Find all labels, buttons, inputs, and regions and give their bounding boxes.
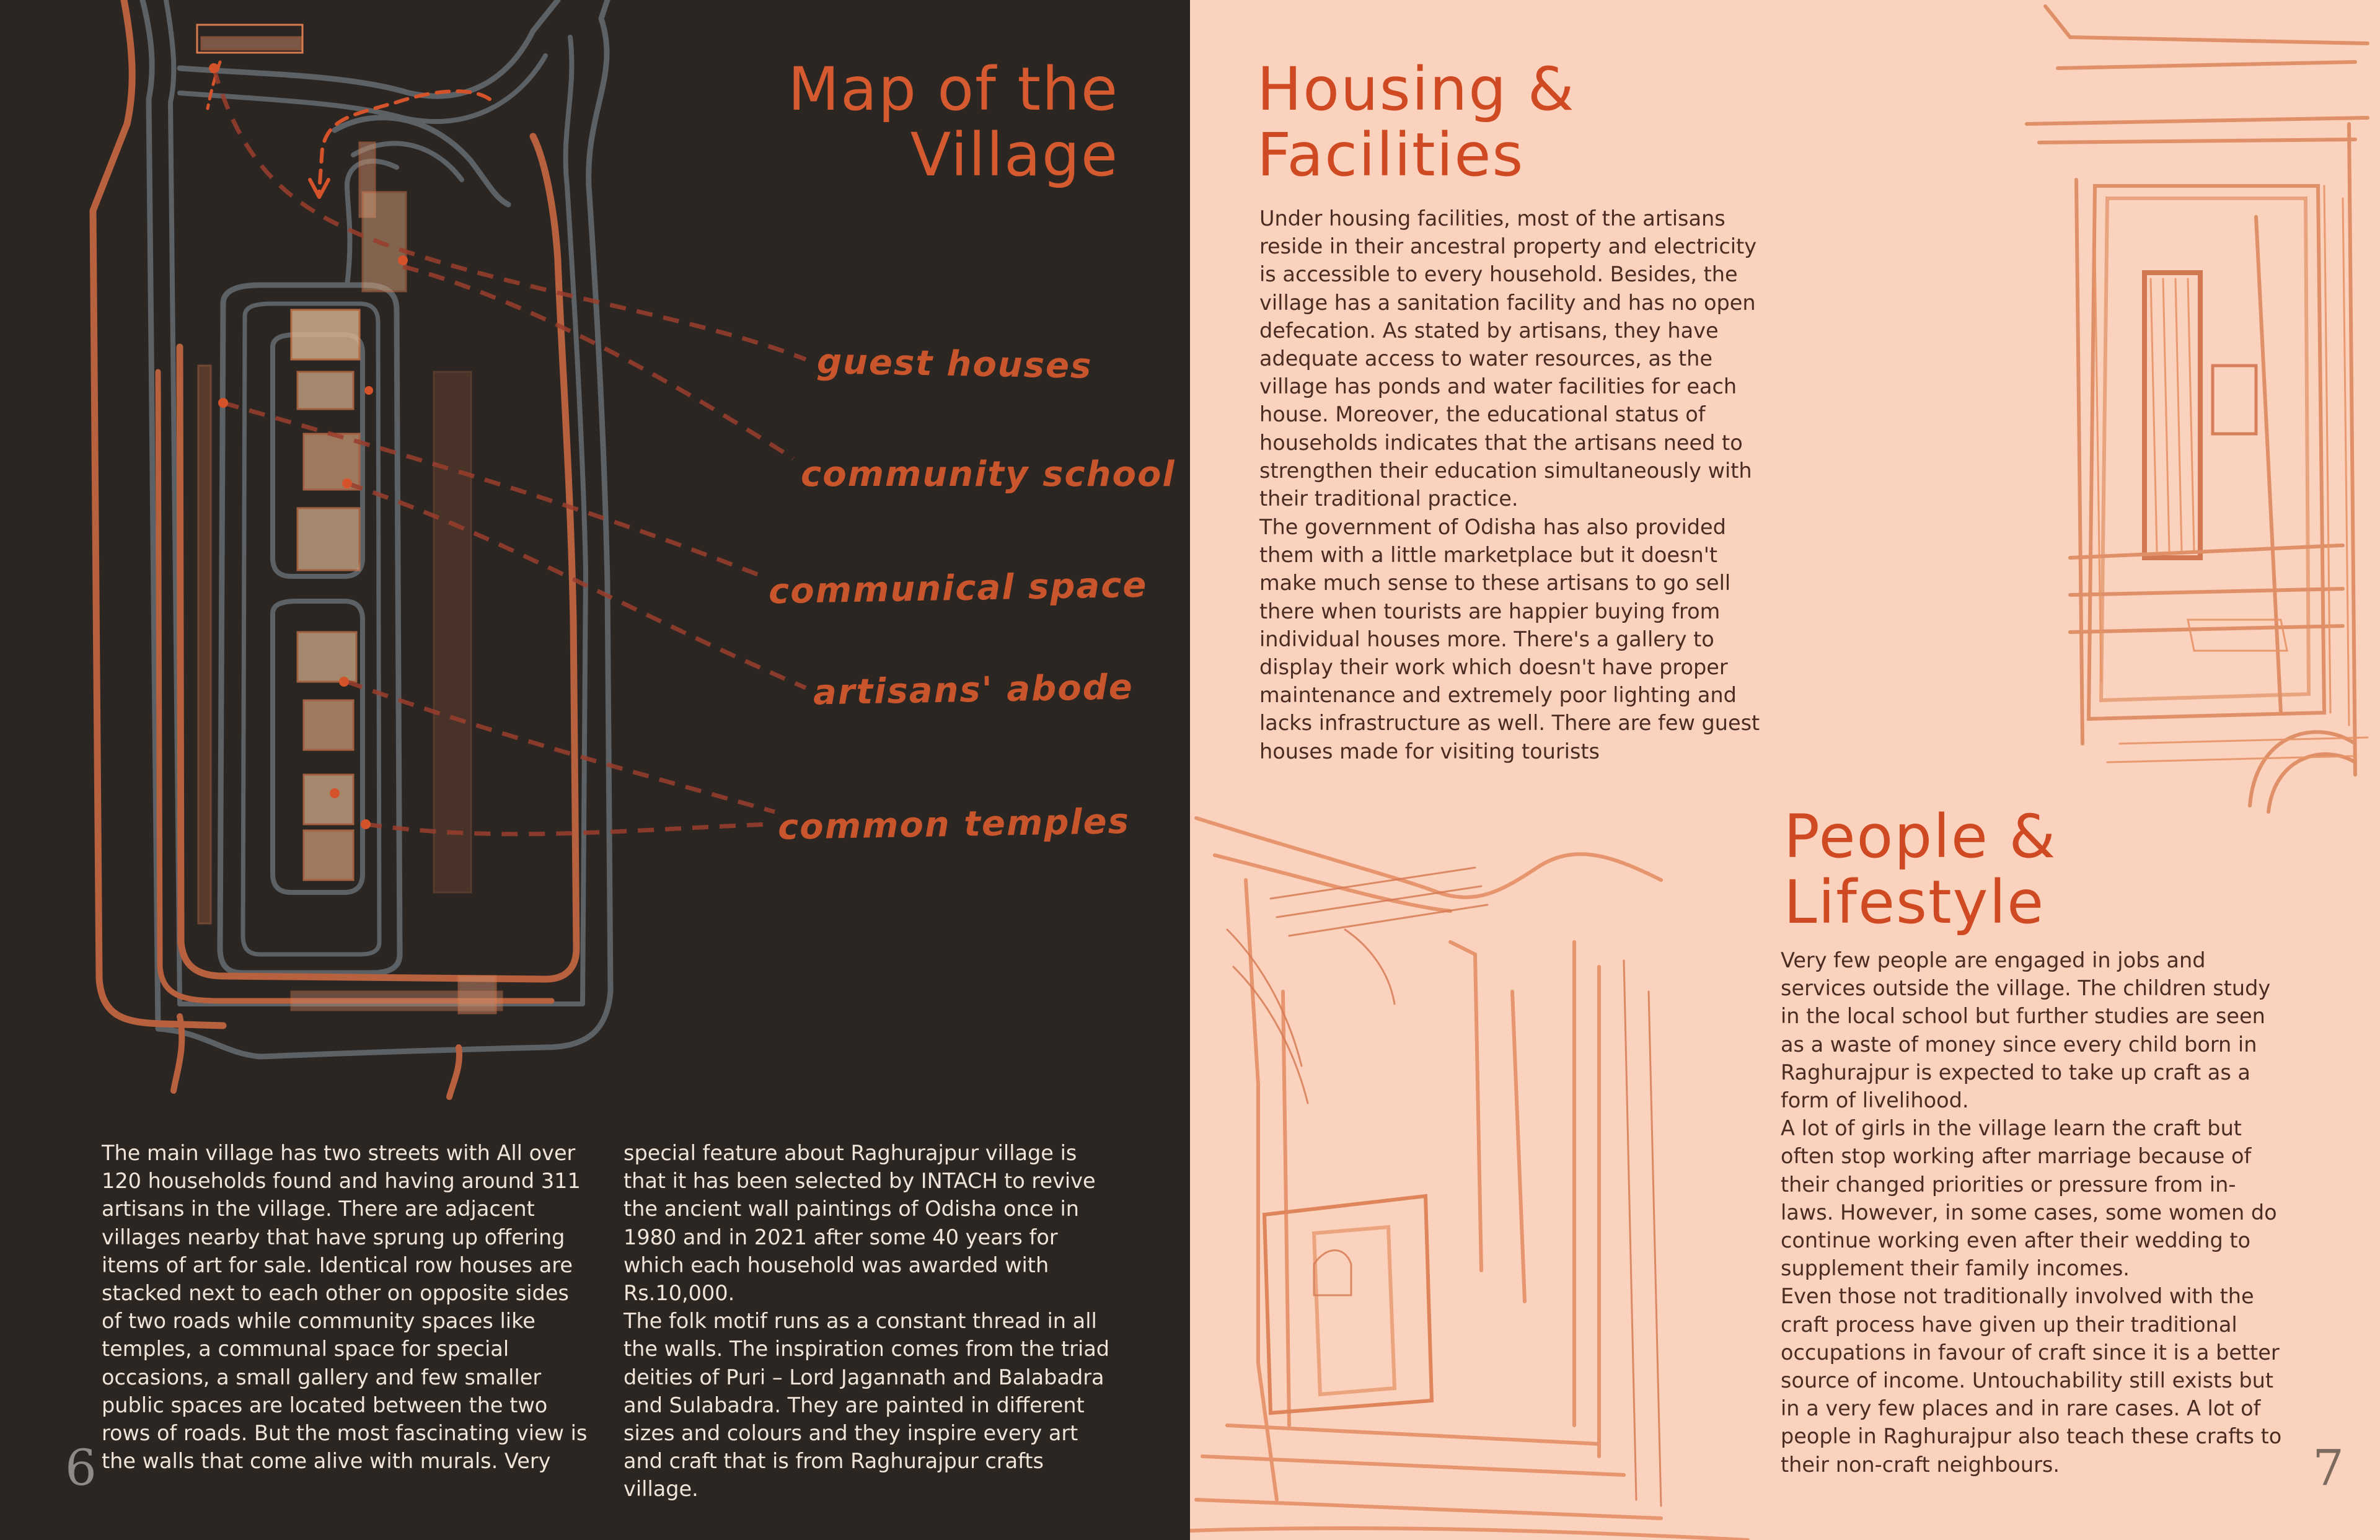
- right-page: [1190, 0, 2380, 1540]
- map-label-communal-space: communical space: [768, 565, 1148, 612]
- body-column-1: The main village has two streets with All over 120 households found and having around 311 artisans in the village. There are adjacent villages nearby that have sprung up offering items of art for sale. Identical row houses are stacked next to each other on opposite sides of two roads while community spaces like temples, a communal space for special occasions, a small gallery and few smaller public spaces are located between the two rows of roads. But the most fascinating view is the walls that come alive with murals. Very: [102, 1141, 588, 1474]
- page-number-left: 6: [65, 1439, 97, 1497]
- housing-paragraph-2: The government of Odisha has also provided them with a little marketplace but it doesn't make much sense to these artisans to go sell there when tourists are happier buying from individual houses more. There's a gallery to display their work which doesn't have proper maintenance and extremely poor lighting and lacks infrastructure as well. There are few guest houses made for visiting tourists: [1259, 515, 1760, 763]
- people-title: People & Lifestyle: [1784, 802, 2057, 937]
- map-label-guest-houses: guest houses: [816, 341, 1093, 387]
- map-label-common-temples: common temples: [777, 801, 1130, 848]
- housing-title: Housing & Facilities: [1257, 55, 1576, 190]
- body-column-2: special feature about Raghurajpur village is that it has been selected by INTACH to revive the ancient wall paintings of Odisha once in 1980 and in 2021 after some 40 years for which each household was awarded with Rs.10,000. The folk motif runs as a constant thread in all the walls. The inspiration comes from the triad deities of Puri – Lord Jagannath and Balabadra and Sulabadra. They are painted in different sizes and colours and they inspire every art and craft that is from Raghurajpur crafts village.: [624, 1141, 1110, 1502]
- shrine-sketch: [1190, 818, 1748, 1540]
- map-label-artisans-abode: artisans' abode: [813, 667, 1134, 713]
- people-body: Very few people are engaged in jobs and services outside the village. The children study in the local school but further studies are seen as a waste of money since every child born in Raghurajpur is expected to take up craft as a form of livelihood. A lot of girls in the village learn the craft but often stop working after marriage because of their changed priorities or pressure from in-laws. However, in some cases, some women do continue working even after their wedding to supplement their family incomes. Even those not traditionally involved with the craft process have given up their traditional occupations in favour of craft since it is a better source of income. Untouchability still exists but in a very few places and in rare cases. A lot of people in Raghurajpur also teach these crafts to their non-craft neighbours.: [1781, 948, 2282, 1477]
- page-number-right: 7: [2312, 1439, 2344, 1497]
- map-label-community-school: community school: [801, 454, 1176, 495]
- leader-common-temples: [366, 824, 769, 834]
- map-title: Map of the Village: [788, 55, 1119, 190]
- housing-paragraph-1: Under housing facilities, most of the artisans reside in their ancestral property and electricity is accessible to every household. Besides, the village has a sanitation facility and has no open defecation. As stated by artisans, they have adequate access to water resources, as the village has ponds and water facilities for each house. Moreover, the educational status of households indicates that the artisans need to strengthen their education simultaneously with their traditional practice.: [1259, 206, 1757, 511]
- doorway-sketch: [2027, 6, 2368, 812]
